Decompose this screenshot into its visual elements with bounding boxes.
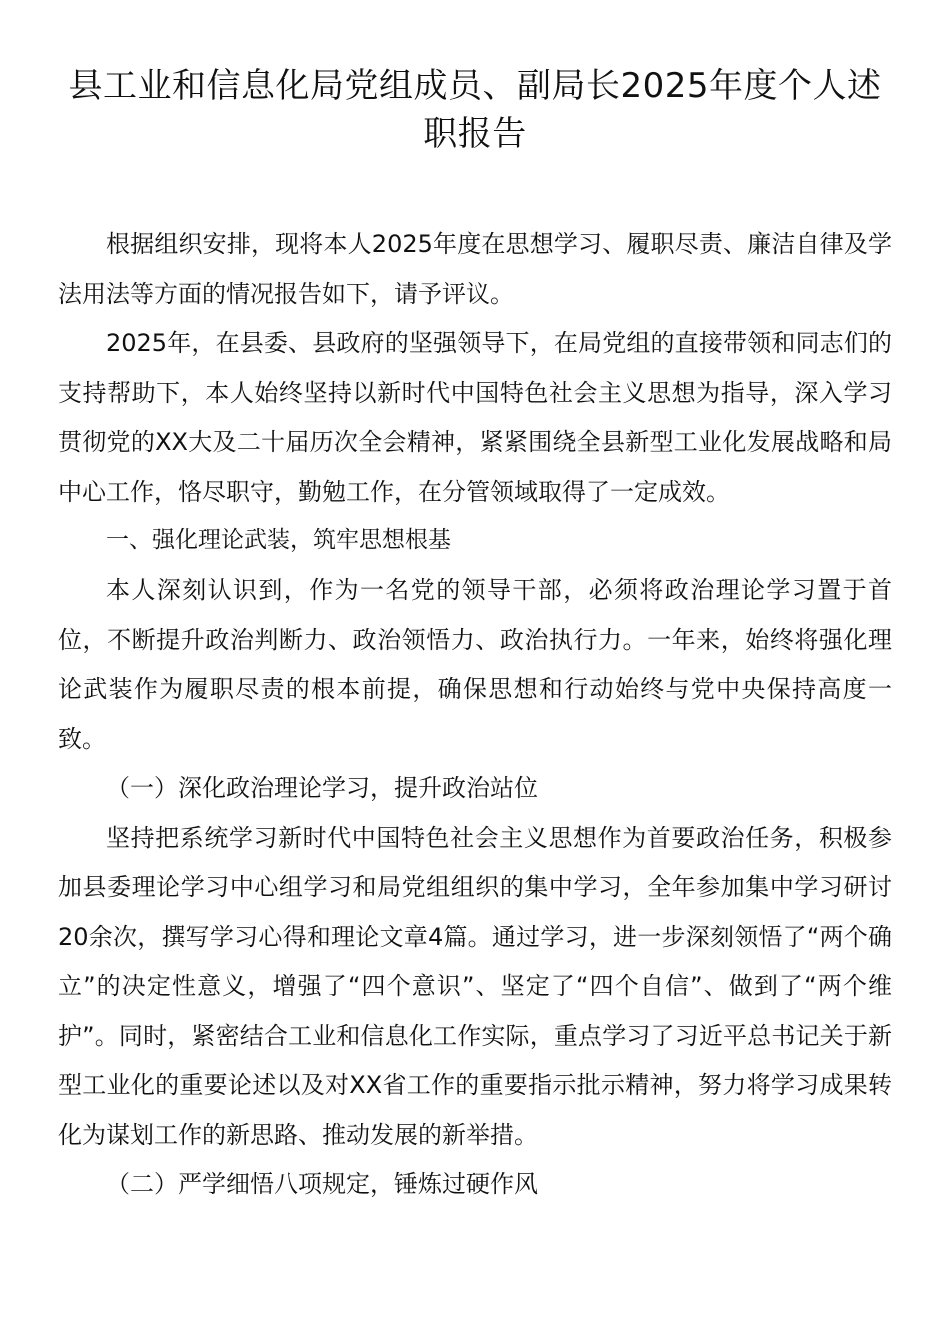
document-page — [58, 62, 892, 1210]
section-1-paragraph: 本人深刻认识到，作为一名党的领导干部，必须将政治理论学习置于首位，不断提升政治判断力、政治领悟力、政治执行力。一年来，始终将强化理论武装作为履职尽责的根本前提，确保思想和行动始终与党中央保持高度一致。 — [58, 576, 892, 753]
subsection-heading-2: （二）严学细悟八项规定，锤炼过硬作风 — [106, 1170, 538, 1198]
subsection-heading-1: （一）深化政治理论学习，提升政治站位 — [106, 774, 538, 802]
subsection-1-paragraph: 坚持把系统学习新时代中国特色社会主义思想作为首要政治任务，积极参加县委理论学习中心组学习和局党组组织的集中学习，全年参加集中学习研讨20余次，撰写学习心得和理论文章4篇。通过学习，进一步深刻领悟了“两个确立”的决定性意义，增强了“四个意识”、坚定了“四个自信”、做到了“两个维护”。同时，紧密结合工业和信息化工作实际，重点学习了习近平总书记关于新型工业化的重要论述以及对XX省工作的重要指示批示精神，努力将学习成果转化为谋划工作的新思路、推动发展的新举措。 — [58, 823, 892, 1149]
summary-paragraph: 2025年，在县委、县政府的坚强领导下，在局党组的直接带领和同志们的支持帮助下，本人始终坚持以新时代中国特色社会主义思想为指导，深入学习贯彻党的XX大及二十届历次全会精神，紧紧围绕全县新型工业化发展战略和局中心工作，恪尽职守，勤勉工作，在分管领域取得了一定成效。 — [58, 329, 892, 506]
document-title: 县工业和信息化局党组成员、副局长2025年度个人述职报告 — [68, 66, 882, 154]
document-body — [58, 220, 892, 1210]
intro-paragraph: 根据组织安排，现将本人2025年度在思想学习、履职尽责、廉洁自律及学法用法等方面的情况报告如下，请予评议。 — [58, 230, 892, 308]
section-heading-1: 一、强化理论武装，筑牢思想根基 — [106, 527, 451, 553]
